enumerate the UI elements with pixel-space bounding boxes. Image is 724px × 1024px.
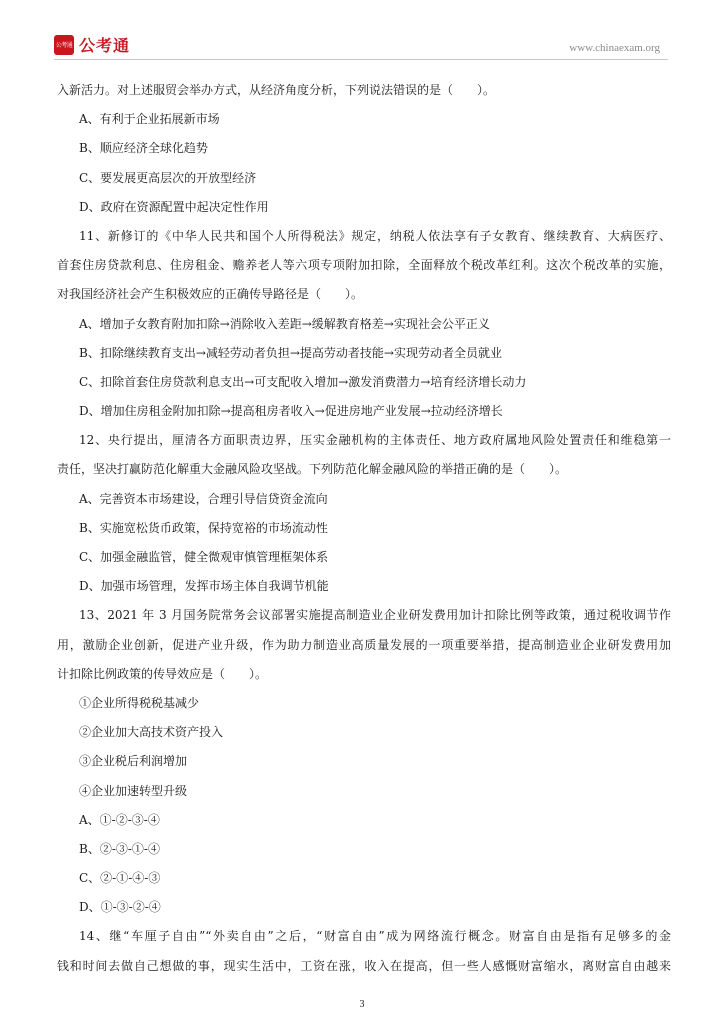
question-12-option-b: B、实施宽松货币政策，保持宽裕的市场流动性 <box>79 520 328 535</box>
question-13-option-b: B、②-③-①-④ <box>79 841 160 856</box>
question-13-stem-line-2: 用，激励企业创新，促进产业升级，作为助力制造业高质量发展的一项重要举措，提高制造业企业研发费用加 <box>57 637 671 652</box>
question-14-stem-line-2: 钱和时间去做自己想做的事，现实生活中，工资在涨，收入在提高，但一些人感慨财富缩水，离财富自由越来 <box>57 958 671 973</box>
question-13-option-a: A、①-②-③-④ <box>79 812 160 827</box>
question-13-item-3: ③企业税后利润增加 <box>79 754 188 769</box>
page-number: 3 <box>359 999 365 1010</box>
question-13-option-c: C、②-①-④-③ <box>79 871 161 886</box>
question-10-option-a: A、有利于企业拓展新市场 <box>79 112 220 127</box>
question-14-stem-line-1: 14、继“车厘子自由”“外卖自由”之后，“财富自由”成为网络流行概念。财富自由是指有足够多的金 <box>79 929 671 944</box>
site-url[interactable]: www.chinaexam.org <box>569 42 660 54</box>
logo-text: 公考通 <box>79 36 131 55</box>
question-13-stem-line-1: 13、2021 年 3 月国务院常务会议部署实施提高制造业企业研发费用加计扣除比例等政策，通过税收调节作 <box>79 608 671 623</box>
question-11-stem-line-3: 对我国经济社会产生积极效应的正确传导路径是（ ）。 <box>57 287 364 302</box>
question-11-stem-line-2: 首套住房贷款利息、住房租金、赡养老人等六项专项附加扣除，全面释放个税改革红利。这次个税改革的实施， <box>57 258 671 273</box>
question-11-option-b: B、扣除继续教育支出→减轻劳动者负担→提高劳动者技能→实现劳动者全员就业 <box>79 345 502 360</box>
question-12-stem-line-1: 12、央行提出，厘清各方面职责边界，压实金融机构的主体责任、地方政府属地风险处置责任和维稳第一 <box>79 433 671 448</box>
question-13-option-d: D、①-③-②-④ <box>79 900 161 915</box>
question-12-option-c: C、加强金融监管，健全微观审慎管理框架体系 <box>79 550 329 564</box>
question-12-stem-line-2: 责任，坚决打赢防范化解重大金融风险攻坚战。下列防范化解金融风险的举措正确的是（ ）。 <box>57 462 568 477</box>
header-divider <box>54 59 668 60</box>
document-body <box>57 76 671 981</box>
page-header <box>0 0 724 62</box>
question-13-stem-line-3: 计扣除比例政策的传导效应是（ ）。 <box>57 666 268 681</box>
question-12-option-a: A、完善资本市场建设，合理引导信贷资金流向 <box>79 491 328 506</box>
question-10-stem-continuation: 入新活力。对上述服贸会举办方式，从经济角度分析，下列说法错误的是（ ）。 <box>57 83 496 97</box>
question-11-option-a: A、增加子女教育附加扣除→消除收入差距→缓解教育格差→实现社会公平正义 <box>79 316 490 331</box>
question-12-option-d: D、加强市场管理，发挥市场主体自我调节机能 <box>79 579 329 594</box>
question-11-stem-line-1: 11、新修订的《中华人民共和国个人所得税法》规定，纳税人依法享有子女教育、继续教育、大病医疗、 <box>79 228 671 243</box>
question-13-item-1: ①企业所得税税基减少 <box>79 695 200 710</box>
question-10-option-c: C、要发展更高层次的开放型经济 <box>79 170 257 185</box>
question-10-option-b: B、顺应经济全球化趋势 <box>79 141 208 156</box>
logo-badge-icon: 公考通 <box>54 35 74 55</box>
question-13-item-2: ②企业加大高技术资产投入 <box>79 725 224 740</box>
question-11-option-d: D、增加住房租金附加扣除→提高租房者收入→促进房地产业发展→拉动经济增长 <box>79 404 503 419</box>
question-13-item-4: ④企业加速转型升级 <box>79 783 188 798</box>
question-11-option-c: C、扣除首套住房贷款利息支出→可支配收入增加→激发消费潜力→培育经济增长动力 <box>79 374 527 389</box>
question-10-option-d: D、政府在资源配置中起决定性作用 <box>79 199 269 214</box>
logo[interactable] <box>54 33 130 56</box>
